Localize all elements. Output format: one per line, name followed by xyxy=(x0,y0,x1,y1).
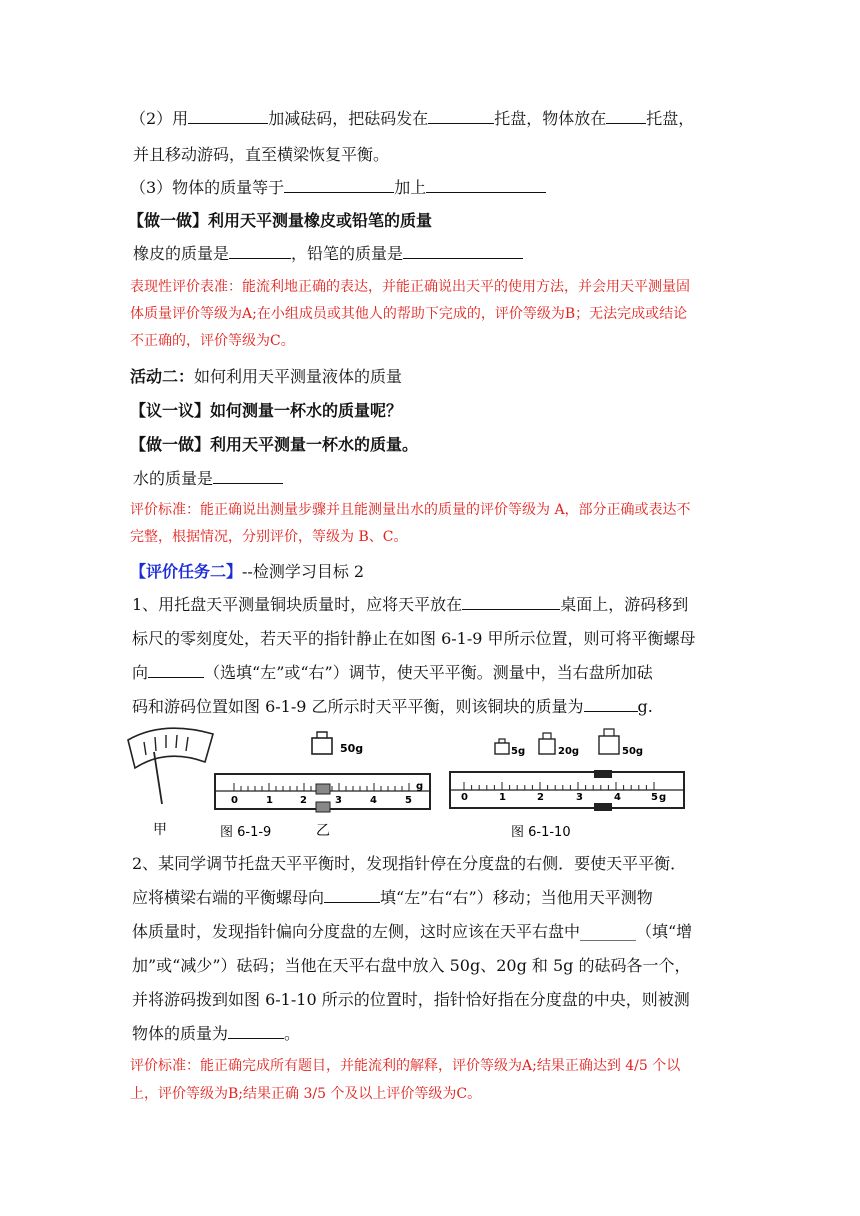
text: 。 xyxy=(284,1024,301,1043)
weight-label: 50g xyxy=(340,742,364,755)
question-3-line xyxy=(130,175,546,198)
problem-1-line-1 xyxy=(132,592,688,615)
text: （选填“左”或“右”）调节，使天平平衡。测量中，当右盘所加砝 xyxy=(204,663,653,682)
water-mass-line xyxy=(133,466,283,489)
ruler-label: 0 xyxy=(231,795,238,806)
ruler-label: 3 xyxy=(335,795,342,806)
do-two-heading: 【做一做】利用天平测量一杯水的质量。 xyxy=(130,435,419,454)
problem-2-line-3: 体质量时，发现指针偏向分度盘的左侧，这时应该在天平右盘中_______（填“增 xyxy=(132,922,693,941)
rider-bottom xyxy=(316,802,330,812)
dial-tick xyxy=(144,742,146,755)
do-one-heading: 【做一做】利用天平测量橡皮或铅笔的质量 xyxy=(128,211,433,230)
blank xyxy=(584,695,638,712)
weight-label: 50g xyxy=(622,746,644,757)
blank xyxy=(428,107,494,124)
text: 填“左”右“右”）移动；当他用天平测物 xyxy=(380,888,653,907)
ruler-label: 4 xyxy=(370,795,377,806)
problem-2-line-4: 加”或“减少”）砝码；当他在天平右盘中放入 50g、20g 和 5g 的砝码各一个， xyxy=(132,956,691,975)
text: （3）物体的质量等于 xyxy=(130,178,285,197)
blank xyxy=(324,886,380,903)
problem-2-line-2 xyxy=(132,885,653,908)
ruler-label: 1 xyxy=(266,795,273,806)
weight-20g xyxy=(539,739,555,754)
weight-5g xyxy=(495,743,509,754)
task-title: 【评价任务二】 xyxy=(130,562,243,581)
ruler-label: 2 xyxy=(300,795,307,806)
eval-task-2-heading xyxy=(130,559,364,582)
blank xyxy=(403,242,523,259)
problem-2-line-1: 2、某同学调节托盘天平平衡时，发现指针停在分度盘的右侧．要使天平平衡． xyxy=(132,854,687,873)
ruler-label: 3 xyxy=(576,792,583,803)
blank xyxy=(213,467,283,484)
problem-1-line-2: 标尺的零刻度处，若天平的指针静止在如图 6-1-9 甲所示位置，则可将平衡螺母 xyxy=(132,629,696,648)
text: g. xyxy=(637,697,653,716)
text: 1、用托盘天平测量铜块质量时，应将天平放在 xyxy=(132,595,463,614)
text: 向 xyxy=(132,663,149,682)
discuss-heading: 【议一议】如何测量一杯水的质量呢？ xyxy=(130,401,403,420)
figure-caption-6-1-10: 图 6-1-10 xyxy=(511,825,571,840)
weight-handle xyxy=(543,733,551,739)
eval-standard-1-line-3: 不正确的，评价等级为C。 xyxy=(130,333,295,349)
text: 应将横梁右端的平衡螺母向 xyxy=(132,888,325,907)
dial-tick xyxy=(176,735,177,748)
ruler-unit: g xyxy=(659,792,667,803)
ruler-label: 5 xyxy=(651,792,658,803)
text: （2）用 xyxy=(130,109,189,128)
text: 物体的质量为 xyxy=(132,1024,229,1043)
eval-standard-1-line-2: 体质量评价等级为A;在小组成员或其他人的帮助下完成的，评价等级为B；无法完成或结论 xyxy=(130,306,688,322)
dial-plate xyxy=(128,728,213,768)
figure-label-jia: 甲 xyxy=(153,822,167,838)
blank xyxy=(188,107,268,124)
eval-standard-2-line-2: 完整，根据情况，分别评价，等级为 B、C。 xyxy=(130,529,408,545)
weight-handle xyxy=(317,732,327,738)
blank xyxy=(606,107,646,124)
dial-scale-figure xyxy=(128,728,213,838)
figure-6-1-9-yi xyxy=(215,732,430,840)
ruler-label: 1 xyxy=(499,792,506,803)
ruler-label: 5 xyxy=(405,795,412,806)
text: ，铅笔的质量是 xyxy=(291,244,404,263)
problem-2-line-6 xyxy=(132,1021,300,1044)
question-2-line-2: 并且移动游码，直至横梁恢复平衡。 xyxy=(133,145,390,164)
figure-caption-6-1-9: 图 6-1-9 xyxy=(220,825,272,840)
rider-top xyxy=(594,770,612,778)
ruler-unit: g xyxy=(416,781,424,792)
weight-label: 5g xyxy=(511,746,526,757)
blank xyxy=(426,176,546,193)
problem-1-line-3 xyxy=(132,660,653,683)
blank xyxy=(284,176,394,193)
weight-handle xyxy=(604,729,614,736)
eval-standard-2-line-1: 评价标准：能正确说出测量步骤并且能测量出水的质量的评价等级为 A，部分正确或表达不 xyxy=(130,502,691,518)
ruler-label: 2 xyxy=(537,792,544,803)
dial-tick xyxy=(155,737,156,751)
text: 加减砝码，把砝码发在 xyxy=(268,109,429,128)
eval-standard-3-line-2: 上，评价等级为B;结果正确 3/5 个及以上评价等级为C。 xyxy=(130,1086,482,1102)
text: 橡皮的质量是 xyxy=(133,244,230,263)
text: 水的质量是 xyxy=(133,469,214,488)
dial-tick xyxy=(186,737,188,751)
eraser-pencil-line xyxy=(133,241,523,264)
text: 码和游码位置如图 6-1-9 乙所示时天平平衡，则该铜块的质量为 xyxy=(132,697,584,716)
task-subtitle: --检测学习目标 2 xyxy=(242,562,365,581)
figure-label-yi: 乙 xyxy=(316,823,330,839)
weight-50g xyxy=(599,736,619,754)
eval-standard-1-line-1: 表现性评价表准：能流利地正确的表达，并能正确说出天平的使用方法，并会用天平测量固 xyxy=(130,279,690,295)
rider-bottom xyxy=(594,803,612,811)
blank xyxy=(462,593,560,610)
activity-text: 如何利用天平测量液体的质量 xyxy=(194,367,403,386)
ruler-label: 0 xyxy=(461,792,468,803)
problem-2-line-5: 并将游码拨到如图 6-1-10 所示的位置时，指针恰好指在分度盘的中央，则被测 xyxy=(132,990,690,1009)
activity-2-line xyxy=(130,364,402,387)
weight-label: 20g xyxy=(558,746,580,757)
problem-1-line-4 xyxy=(132,694,653,717)
text: 托盘，物体放在 xyxy=(494,109,607,128)
dial-pointer xyxy=(154,752,162,804)
blank xyxy=(148,661,204,678)
weight-50g xyxy=(312,738,332,754)
blank xyxy=(229,242,291,259)
balance-figures xyxy=(118,722,698,842)
blank xyxy=(228,1022,284,1039)
text: 加上 xyxy=(394,178,427,197)
question-2-line-1 xyxy=(130,106,694,129)
ruler-label: 4 xyxy=(614,792,621,803)
text: 桌面上，游码移到 xyxy=(560,595,689,614)
figure-6-1-10 xyxy=(450,729,684,840)
text: 托盘， xyxy=(646,109,695,128)
activity-label: 活动二： xyxy=(130,367,195,386)
rider-top xyxy=(316,784,330,794)
eval-standard-3-line-1: 评价标准：能正确完成所有题目，并能流利的解释，评价等级为A;结果正确达到 4/5 个以 xyxy=(130,1058,681,1074)
ruler-ticks xyxy=(464,782,654,790)
